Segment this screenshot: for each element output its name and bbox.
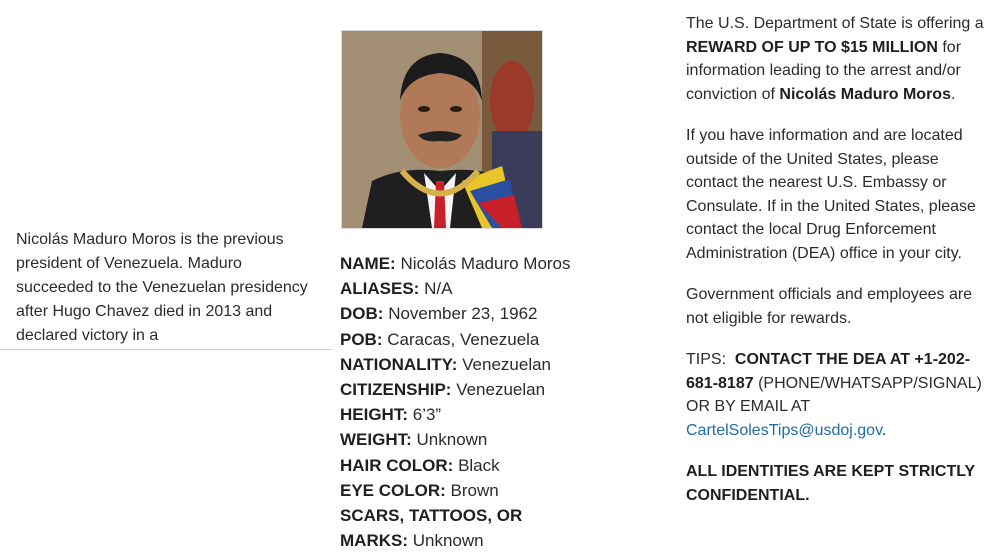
profile-row-eye-color	[340, 478, 660, 503]
field-value: Venezuelan	[462, 354, 552, 374]
field-value: November 23, 1962	[388, 304, 538, 324]
field-label: DOB:	[340, 304, 384, 324]
field-value: Nicolás Maduro Moros	[400, 254, 571, 273]
field-label: HEIGHT:	[340, 405, 408, 425]
field-label: NATIONALITY:	[340, 354, 458, 374]
bio-paragraph: Nicolás Maduro Moros is the previous president of Venezuela. Maduro succeeded to the Venezuelan presidency after Hugo Chavez died in 2013 and declared victory in a	[16, 231, 308, 344]
field-label: ALIASES:	[340, 279, 420, 299]
reward-middle: for information leading to the arrest and/or conviction of	[686, 38, 962, 103]
profile-row-citizenship	[340, 377, 660, 402]
field-label: NAME:	[340, 254, 396, 273]
field-value: Unknown	[416, 430, 488, 450]
field-label: CITIZENSHIP:	[340, 380, 452, 400]
field-value: Venezuelan	[456, 380, 546, 400]
profile-row-pob	[340, 327, 660, 352]
contact-paragraph: If you have information and are located outside of the United States, please contact the nearest U.S. Embassy or Consulate. If in the United States, please contact the local Drug Enforcement Administration (DEA) office in your city.	[686, 127, 976, 262]
tips-prefix: TIPS:	[686, 351, 727, 368]
field-label: MARKS:	[340, 531, 408, 551]
portrait-image	[341, 30, 543, 229]
wanted-name: Nicolás Maduro Moros	[779, 85, 951, 103]
tips-channels: (PHONE/WHATSAPP/SIGNAL) OR BY EMAIL AT	[686, 374, 982, 415]
reward-paragraph	[686, 12, 986, 106]
profile-row-aliases	[340, 276, 660, 301]
tips-end: .	[881, 421, 887, 439]
profile-row-scars-label	[340, 503, 660, 528]
confidential-note	[686, 460, 986, 507]
eligibility-paragraph: Government officials and employees are not eligible for rewards.	[686, 286, 973, 327]
profile-row-nationality	[340, 352, 660, 377]
field-value: Brown	[450, 480, 499, 500]
profile-row-name	[340, 251, 660, 276]
field-value: Caracas, Venezuela	[387, 329, 540, 349]
reward-intro: The U.S. Department of State is offering a	[686, 15, 984, 32]
field-label: HAIR COLOR:	[340, 455, 454, 475]
reward-end: .	[950, 85, 956, 103]
reward-info	[686, 12, 986, 525]
field-value: Black	[458, 455, 500, 475]
tips-paragraph	[686, 348, 986, 442]
profile-row-height	[340, 402, 660, 427]
confidential-text: ALL IDENTITIES ARE KEPT STRICTLY CONFIDENTIAL.	[686, 463, 975, 504]
field-label: POB:	[340, 329, 383, 349]
field-value: N/A	[424, 279, 453, 299]
field-value: Unknown	[412, 531, 484, 551]
email-link[interactable]: CartelSolesTips@usdoj.gov	[686, 421, 882, 439]
profile-row-weight	[340, 427, 660, 452]
field-label: WEIGHT:	[340, 430, 412, 450]
field-label: SCARS, TATTOOS, OR	[340, 506, 523, 526]
profile-row-dob	[340, 301, 660, 326]
reward-amount: REWARD OF UP TO $15 MILLION	[686, 38, 938, 56]
divider	[0, 349, 332, 350]
profile-row-hair-color	[340, 453, 660, 478]
field-value: 6’3”	[412, 405, 442, 425]
profile-details	[340, 251, 660, 553]
field-label: EYE COLOR:	[340, 480, 446, 500]
profile-row-scars-value	[340, 528, 660, 553]
tips-phone: CONTACT THE DEA AT +1-202-681-8187	[686, 351, 971, 392]
